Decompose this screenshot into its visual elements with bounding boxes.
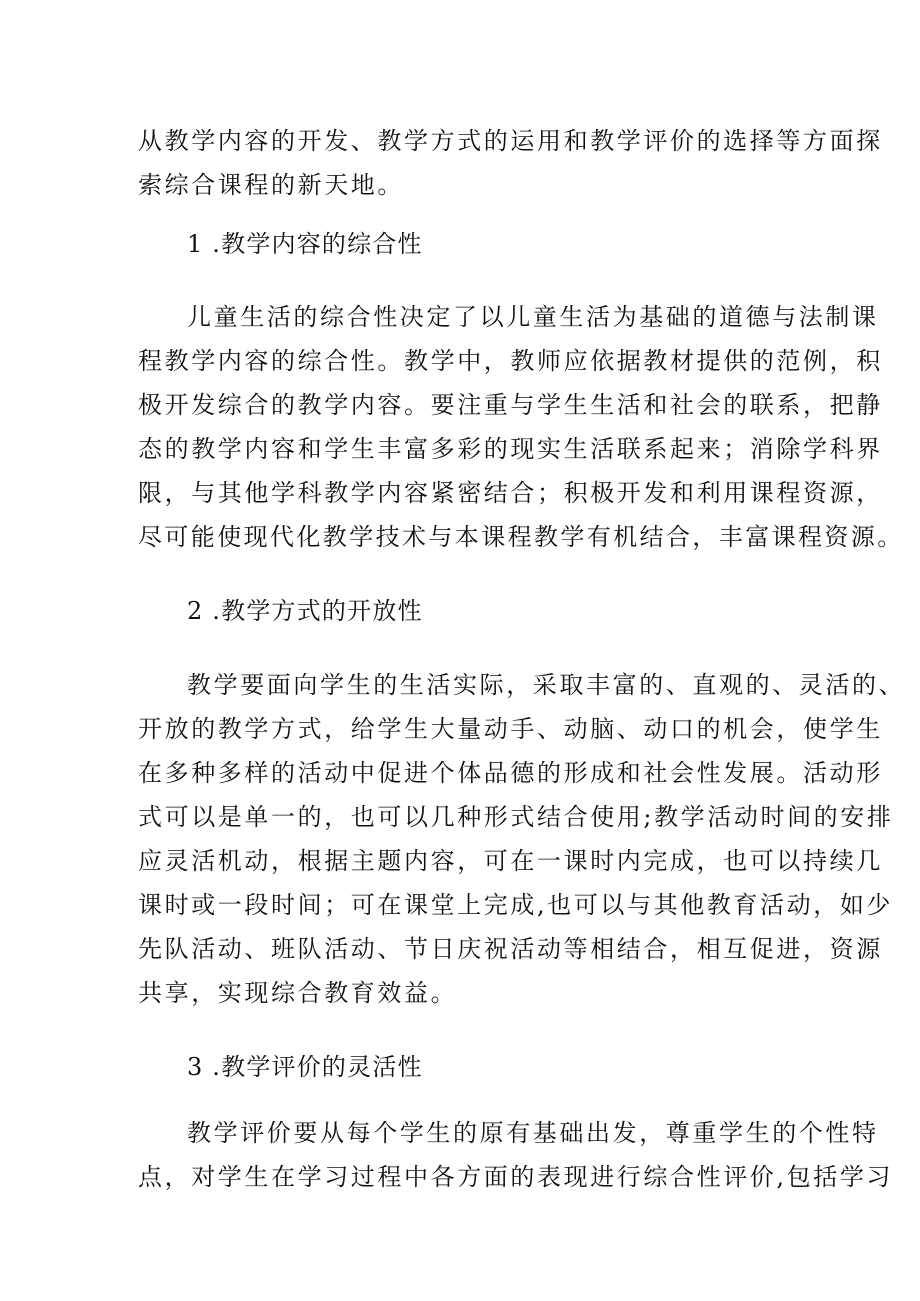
- paragraph-3-line-4: 式可以是单一的，也可以几种形式结合使用;教学活动时间的安排: [138, 803, 894, 831]
- paragraph-4-line-2: 点，对学生在学习过程中各方面的表现进行综合性评价,包括学习: [138, 1163, 894, 1191]
- paragraph-3-line-8: 共享，实现综合教育效益。: [138, 979, 458, 1007]
- section-heading-1: 1 .教学内容的综合性: [187, 230, 423, 258]
- paragraph-3-line-5: 应灵活机动，根据主题内容，可在一课时内完成，也可以持续几: [138, 847, 883, 875]
- section-heading-3: 3 .教学评价的灵活性: [187, 1053, 423, 1081]
- paragraph-2-line-1: 儿童生活的综合性决定了以儿童生活为基础的道德与法制课: [187, 303, 879, 331]
- paragraph-3-line-7: 先队活动、班队活动、节日庆祝活动等相结合，相互促进，资源: [138, 935, 883, 963]
- paragraph-3-line-6: 课时或一段时间；可在课堂上完成,也可以与其他教育活动，如少: [138, 891, 894, 919]
- paragraph-3-line-1: 教学要面向学生的生活实际，采取丰富的、直观的、灵活的、: [187, 671, 906, 699]
- paragraph-2-line-2: 程教学内容的综合性。教学中，教师应依据教材提供的范例，积: [138, 347, 883, 375]
- paragraph-2-line-5: 限，与其他学科教学内容紧密结合；积极开发和利用课程资源，: [138, 479, 883, 507]
- paragraph-1-line-2: 索综合课程的新天地。: [138, 171, 404, 199]
- paragraph-3-line-3: 在多种多样的活动中促进个体品德的形成和社会性发展。活动形: [138, 759, 883, 787]
- section-heading-2: 2 .教学方式的开放性: [187, 597, 423, 625]
- paragraph-2-line-3: 极开发综合的教学内容。要注重与学生生活和社会的联系，把静: [138, 391, 883, 419]
- paragraph-2-line-6: 尽可能使现代化教学技术与本课程教学有机结合，丰富课程资源。: [138, 523, 904, 551]
- paragraph-2-line-4: 态的教学内容和学生丰富多彩的现实生活联系起来；消除学科界: [138, 435, 883, 463]
- paragraph-4-line-1: 教学评价要从每个学生的原有基础出发，尊重学生的个性特: [187, 1119, 879, 1147]
- paragraph-3-line-2: 开放的教学方式，给学生大量动手、动脑、动口的机会，使学生: [138, 715, 883, 743]
- paragraph-1-line-1: 从教学内容的开发、教学方式的运用和教学评价的选择等方面探: [138, 127, 883, 155]
